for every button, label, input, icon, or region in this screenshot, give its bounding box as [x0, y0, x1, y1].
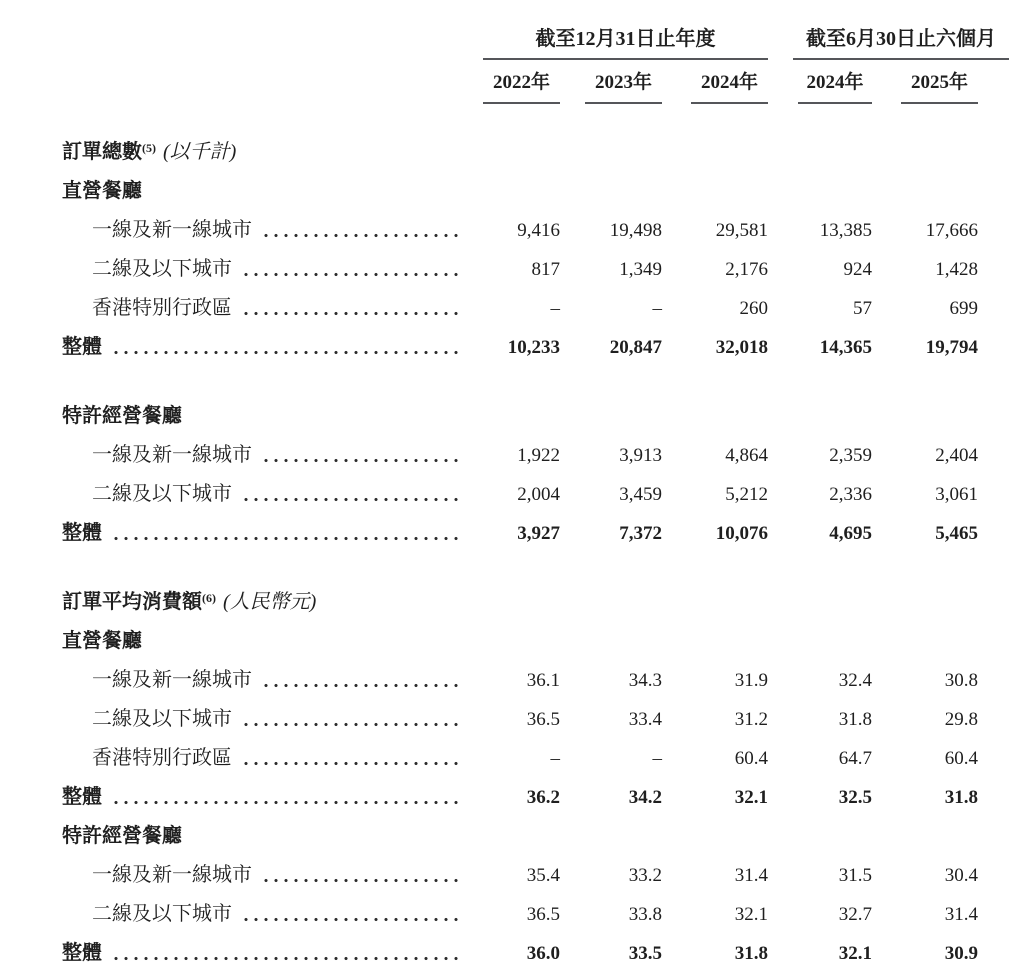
- value-cell: 3,913: [619, 445, 662, 466]
- table-row: [62, 433, 978, 472]
- year-column-2024: [662, 60, 768, 104]
- year-label: 2024年: [798, 67, 872, 104]
- dot-leader: [111, 349, 460, 356]
- value-cell: 36.5: [526, 904, 560, 925]
- footnote-marker: (5): [142, 141, 156, 155]
- table-row: [62, 208, 978, 247]
- dot-leader: [241, 721, 460, 728]
- total-label: 整體: [62, 336, 102, 358]
- value-cell: 1,428: [935, 259, 979, 280]
- row-label: 二線及以下城市: [92, 903, 232, 925]
- period-group-header-row: [62, 18, 978, 60]
- value-cell: 260: [739, 298, 769, 319]
- value-cell: 33.8: [628, 904, 662, 925]
- value-cell: 34.3: [628, 670, 662, 691]
- dot-leader: [111, 799, 460, 806]
- table-row: [62, 892, 978, 931]
- section-title-row: [62, 580, 978, 619]
- value-cell: 13,385: [819, 220, 873, 241]
- value-cell: 32.1: [734, 904, 769, 925]
- row-label: 一線及新一線城市: [92, 669, 252, 691]
- value-cell: 31.8: [944, 787, 979, 808]
- value-cell: 29,581: [715, 220, 769, 241]
- value-cell: 10,076: [715, 523, 769, 544]
- value-cell: 33.4: [628, 709, 662, 730]
- value-cell: 36.5: [526, 709, 560, 730]
- value-cell: –: [550, 298, 560, 319]
- row-label: 二線及以下城市: [92, 258, 232, 280]
- total-label: 整體: [62, 786, 102, 808]
- value-cell: 20,847: [609, 337, 662, 358]
- year-column-2022: [470, 60, 560, 104]
- group-gap: [768, 60, 793, 104]
- value-cell: 1,922: [517, 445, 560, 466]
- value-cell: 32.1: [734, 787, 769, 808]
- row-label: 一線及新一線城市: [92, 444, 252, 466]
- table-row: [62, 658, 978, 697]
- value-cell: –: [652, 748, 662, 769]
- block-heading-row: [62, 814, 978, 853]
- total-label: 整體: [62, 942, 102, 964]
- section-unit: (人民幣元): [223, 591, 317, 613]
- section-title-orders: [62, 130, 978, 169]
- value-cell: 10,233: [507, 337, 560, 358]
- year-label: 2023年: [585, 67, 662, 104]
- table-row: [62, 736, 978, 775]
- value-cell: 30.4: [944, 865, 979, 886]
- dot-leader: [261, 682, 460, 689]
- dot-leader: [111, 535, 460, 542]
- value-cell: 699: [949, 298, 979, 319]
- table-row: [62, 247, 978, 286]
- row-label: 二線及以下城市: [92, 483, 232, 505]
- value-cell: 3,459: [619, 484, 662, 505]
- value-cell: 2,336: [829, 484, 873, 505]
- dot-leader: [241, 271, 460, 278]
- value-cell: –: [652, 298, 662, 319]
- spacer-row: [62, 364, 978, 394]
- dot-leader: [261, 232, 460, 239]
- total-row: [62, 775, 978, 814]
- value-cell: 9,416: [517, 220, 560, 241]
- total-label: 整體: [62, 522, 102, 544]
- total-row: [62, 325, 978, 364]
- value-cell: 36.0: [526, 943, 560, 964]
- value-cell: 32.1: [838, 943, 873, 964]
- value-cell: 4,864: [725, 445, 769, 466]
- year-header-row: [62, 60, 978, 104]
- section-unit: (以千計): [163, 141, 237, 163]
- table-row: [62, 697, 978, 736]
- row-label-cell: [62, 853, 470, 892]
- spacer-row: [62, 550, 978, 580]
- value-cell: 32.5: [838, 787, 873, 808]
- value-cell: 57: [853, 298, 873, 319]
- dot-leader: [261, 457, 460, 464]
- block-heading-row: [62, 394, 978, 433]
- value-cell: 3,061: [935, 484, 979, 505]
- value-cell: 31.8: [734, 943, 769, 964]
- value-cell: 31.8: [838, 709, 873, 730]
- row-label-cell: [62, 472, 470, 511]
- row-label: 二線及以下城市: [92, 708, 232, 730]
- total-row: [62, 931, 978, 970]
- value-cell: 32.7: [838, 904, 873, 925]
- label-column-spacer: [62, 18, 470, 60]
- value-cell: 3,927: [517, 523, 560, 544]
- row-label-cell: [62, 697, 470, 736]
- value-cell: 31.4: [734, 865, 769, 886]
- dot-leader: [241, 496, 460, 503]
- dot-leader: [111, 955, 460, 962]
- section-title-row: [62, 130, 978, 169]
- row-label-cell: [62, 286, 470, 325]
- value-cell: 33.5: [628, 943, 662, 964]
- row-label-cell: [62, 247, 470, 286]
- block-heading-franchised: 特許經營餐廳: [62, 825, 182, 847]
- row-label-cell: [62, 736, 470, 775]
- value-cell: 36.1: [526, 670, 560, 691]
- row-label-cell: [62, 931, 470, 970]
- value-cell: 31.5: [838, 865, 873, 886]
- year-column-2024-interim: [793, 60, 872, 104]
- row-label-cell: [62, 433, 470, 472]
- period-group-annual-title: 截至12月31日止年度: [483, 22, 768, 60]
- dot-leader: [241, 916, 460, 923]
- section-title-avg-spend: [62, 580, 978, 619]
- row-label: 香港特別行政區: [92, 747, 232, 769]
- table-row: [62, 853, 978, 892]
- row-label-cell: [62, 325, 470, 364]
- row-label-cell: [62, 658, 470, 697]
- row-label-cell: [62, 892, 470, 931]
- dot-leader: [261, 877, 460, 884]
- value-cell: 31.9: [734, 670, 769, 691]
- block-heading-row: [62, 169, 978, 208]
- value-cell: 1,349: [619, 259, 662, 280]
- total-row: [62, 511, 978, 550]
- year-label: 2024年: [691, 67, 768, 104]
- value-cell: 32.4: [838, 670, 873, 691]
- group-gap: [768, 18, 793, 60]
- year-column-2025-interim: [872, 60, 978, 104]
- value-cell: 29.8: [944, 709, 979, 730]
- value-cell: 34.2: [628, 787, 662, 808]
- value-cell: 5,465: [935, 523, 979, 544]
- value-cell: 33.2: [628, 865, 662, 886]
- row-label-cell: [62, 208, 470, 247]
- value-cell: 60.4: [944, 748, 979, 769]
- block-heading-row: [62, 619, 978, 658]
- value-cell: 17,666: [925, 220, 979, 241]
- value-cell: –: [550, 748, 560, 769]
- row-label: 一線及新一線城市: [92, 864, 252, 886]
- section-title-text: 訂單平均消費額: [62, 591, 202, 613]
- dot-leader: [241, 760, 460, 767]
- section-title-text: 訂單總數: [62, 141, 142, 163]
- value-cell: 7,372: [619, 523, 662, 544]
- value-cell: 817: [531, 259, 560, 280]
- period-group-interim-title: 截至6月30日止六個月: [793, 22, 1009, 60]
- value-cell: 5,212: [725, 484, 769, 505]
- year-label: 2022年: [483, 67, 560, 104]
- table-row: [62, 472, 978, 511]
- value-cell: 31.2: [734, 709, 769, 730]
- value-cell: 2,404: [935, 445, 979, 466]
- value-cell: 36.2: [526, 787, 560, 808]
- block-heading-self-operated: 直營餐廳: [62, 630, 142, 652]
- financial-summary-table: [62, 18, 997, 970]
- period-group-annual: [470, 18, 768, 60]
- value-cell: 30.8: [944, 670, 979, 691]
- block-heading-self-operated: 直營餐廳: [62, 180, 142, 202]
- row-label-cell: [62, 511, 470, 550]
- value-cell: 2,176: [725, 259, 769, 280]
- value-cell: 19,794: [925, 337, 979, 358]
- value-cell: 35.4: [526, 865, 560, 886]
- value-cell: 60.4: [734, 748, 769, 769]
- value-cell: 4,695: [829, 523, 873, 544]
- year-label: 2025年: [901, 67, 978, 104]
- value-cell: 31.4: [944, 904, 979, 925]
- value-cell: 32,018: [715, 337, 769, 358]
- row-label: 一線及新一線城市: [92, 219, 252, 241]
- value-cell: 19,498: [609, 220, 662, 241]
- period-group-interim: [793, 18, 997, 60]
- row-label-cell: [62, 775, 470, 814]
- row-label: 香港特別行政區: [92, 297, 232, 319]
- footnote-marker: (6): [202, 591, 216, 605]
- value-cell: 2,004: [517, 484, 560, 505]
- block-heading-franchised: 特許經營餐廳: [62, 405, 182, 427]
- value-cell: 14,365: [819, 337, 873, 358]
- value-cell: 2,359: [829, 445, 873, 466]
- value-cell: 30.9: [944, 943, 979, 964]
- dot-leader: [241, 310, 460, 317]
- spacer-row: [62, 104, 978, 130]
- label-column-spacer: [62, 60, 470, 104]
- year-column-2023: [560, 60, 662, 104]
- table-row: [62, 286, 978, 325]
- value-cell: 924: [843, 259, 873, 280]
- value-cell: 64.7: [838, 748, 873, 769]
